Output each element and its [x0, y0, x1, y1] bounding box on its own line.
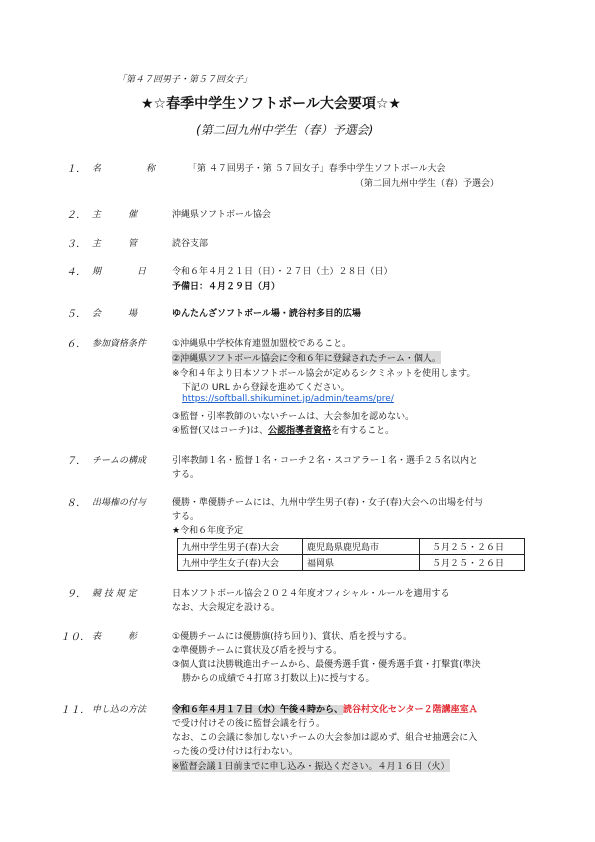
schedule-venue: 鹿児島県鹿児島市	[303, 539, 420, 555]
item-10-line-2: ②準優勝チームに賞状及び盾を授与する。	[172, 646, 343, 656]
item-7-number: ７．	[66, 456, 86, 467]
item-6-line-2: ②沖縄県ソフトボール協会に令和６年に登録されたチーム・個人。	[172, 351, 441, 364]
item-1-line-2: （第二回九州中学生（春）予選会）	[355, 179, 500, 189]
item-4-label: 期 日	[92, 267, 147, 277]
table-row	[178, 555, 525, 571]
item-8-number: ８．	[66, 498, 86, 509]
schedule-caption: ★令和６年度予定	[172, 526, 244, 536]
item-2-number: ２．	[66, 210, 86, 221]
item-6-line-7	[172, 423, 394, 436]
item-6-line-1: ①沖縄県中学校体育連盟加盟校であること。	[172, 339, 352, 349]
item-11-label: 申し込の方法	[92, 705, 147, 715]
item-10-line-3: ③個人賞は決勝戦進出チームから、最優秀選手賞・優秀選手賞・打撃賞(準決	[172, 660, 481, 670]
item-1-number: １．	[66, 164, 86, 175]
item-11-line-4: った後の受け付けは行わない。	[172, 747, 299, 757]
item-3-label: 主 管	[92, 239, 138, 249]
registration-link[interactable]: https://softball.shikuminet.jp/admin/teams/pre/	[182, 394, 394, 404]
item-6-line-4: 下記の URL から登録を進めてください。	[182, 383, 350, 393]
item-10-label: 表 彰	[92, 632, 138, 642]
table-row	[178, 539, 525, 555]
item-11-line-1	[172, 702, 478, 715]
edition-line: 「第４７回男子・第５７回女子」	[117, 75, 253, 85]
item-5-number: ５．	[66, 309, 86, 320]
item-9-label: 競 技 規 定	[92, 589, 137, 599]
item-6-line-3: ※令和４年より日本ソフトボール協会が定めるシクミネットを使用します。	[172, 369, 476, 379]
item-4-line-1: 令和６年４月２１日（日）・２７日（土）２８日（日）	[172, 267, 393, 277]
item-7-label: チームの構成	[92, 456, 147, 466]
item-7-line-2: する。	[172, 470, 200, 480]
item-3-number: ３．	[66, 239, 86, 250]
item-7-line-1: 引率教師１名・監督１名・コーチ２名・スコアラー１名・選手２５名以内と	[172, 456, 479, 466]
schedule-date: ５月２５・２６日	[420, 539, 525, 555]
item-3-line-1: 読谷支部	[172, 239, 209, 249]
item-4-line-2: 予備日：４月２９日（月）	[172, 282, 281, 292]
document-title: ★☆春季中学生ソフトボール大会要項☆★	[141, 96, 401, 112]
schedule-table	[177, 538, 525, 571]
document-subtitle: (第二回九州中学生（春）予選会)	[196, 123, 374, 137]
item-10-line-1: ①優勝チームには優勝旗(持ち回り)、賞状、盾を授与する。	[172, 632, 413, 642]
item-9-number: ９．	[66, 589, 86, 600]
item-11-line-5: ※監督会議１日前までに申し込み・振込ください。４月１６日（火）	[172, 759, 450, 772]
item-1-label: 名 称	[92, 164, 156, 174]
meeting-venue: 読谷村文化センター２階講座室Ａ	[343, 705, 478, 715]
item-11-line-2: で受け付けその後に監督会議を行う。	[172, 719, 326, 729]
item-6-label: 参加資格条件	[92, 339, 147, 349]
item-9-line-2: なお、大会規定を設ける。	[172, 603, 281, 613]
item-5-line-1: ゆんたんざソフトボール場・読谷村多目的広場	[172, 309, 361, 319]
item-10-number: １０．	[60, 632, 90, 643]
item-6-line-6: ③監督・引率教師のいないチームは、大会参加を認めない。	[172, 412, 415, 422]
item-10-line-4: 勝からの成績で４打席３打数以上)に授与する。	[182, 674, 375, 684]
item-2-label: 主 催	[92, 210, 138, 220]
item-11-number: １１．	[60, 705, 90, 716]
item-1-line-1: 「第 ４７回男子・第 ５７回女子」春季中学生ソフトボール大会	[188, 164, 446, 174]
item-8-line-2: する。	[172, 512, 200, 522]
schedule-venue: 福岡県	[303, 555, 420, 571]
item-5-label: 会 場	[92, 309, 138, 319]
item-4-number: ４．	[66, 267, 86, 278]
meeting-datetime: 令和６年４月１７日（水）午後４時から、	[172, 705, 344, 715]
item-8-label: 出場権の付与	[92, 498, 147, 508]
item-9-line-1: 日本ソフトボール協会２０２４年度オフィシャル・ルールを適用する	[172, 589, 450, 599]
item-11-line-3: なお、この会議に参加しないチームの大会参加は認めず、組合せ抽選会に入	[172, 733, 478, 743]
item-6-line-7-suffix: を有すること。	[331, 426, 395, 436]
schedule-date: ５月２５・２６日	[420, 555, 525, 571]
item-6-line-7-prefix: ④監督(又はコーチ)は、	[172, 426, 269, 436]
schedule-event: 九州中学生女子(春)大会	[178, 555, 303, 571]
item-2-line-1: 沖縄県ソフトボール協会	[172, 210, 271, 220]
item-8-line-1: 優勝・準優勝チームには、九州中学生男子(春)・女子(春)大会への出場を付与	[172, 498, 484, 508]
schedule-event: 九州中学生男子(春)大会	[178, 539, 303, 555]
item-6-number: ６．	[66, 339, 86, 350]
qualification-emphasis: 公認指導者資格	[268, 426, 332, 436]
